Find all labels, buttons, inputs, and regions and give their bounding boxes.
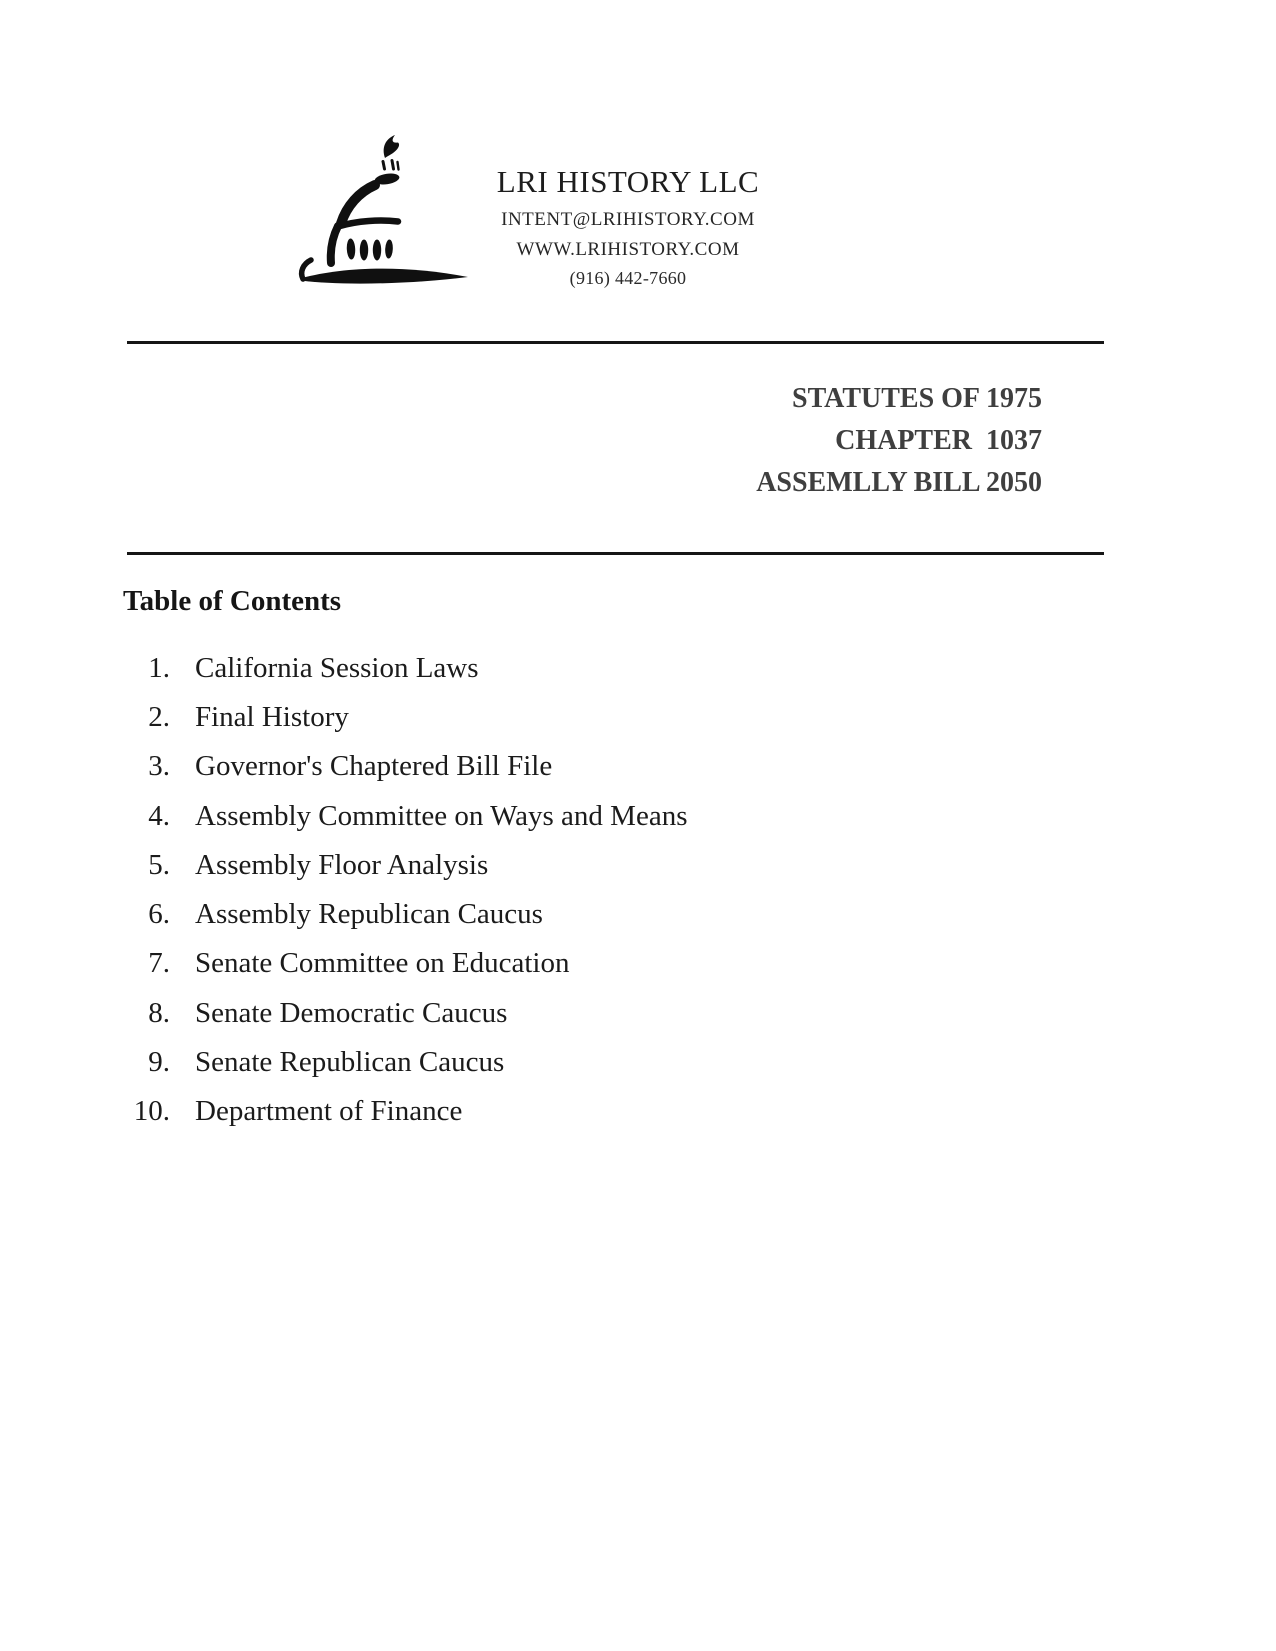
company-phone: (916) 442-7660	[569, 268, 687, 288]
divider-top	[127, 341, 1104, 344]
divider-bottom	[127, 552, 1104, 555]
toc-item-label: Senate Committee on Education	[195, 947, 570, 979]
toc-item-label: Assembly Floor Analysis	[195, 849, 489, 881]
toc-item-label: California Session Laws	[195, 652, 479, 684]
toc-item-label: Assembly Republican Caucus	[195, 898, 543, 930]
toc-item-label: Senate Republican Caucus	[195, 1046, 505, 1078]
toc-item	[100, 650, 479, 686]
company-website: WWW.LRIHISTORY.COM	[516, 239, 740, 260]
toc-item	[100, 798, 688, 834]
toc-item	[100, 699, 349, 735]
chapter-line: CHAPTER 1037	[835, 425, 1042, 456]
toc-item-number: 10.	[133, 1095, 170, 1127]
company-email: INTENT@LRIHISTORY.COM	[501, 209, 755, 230]
toc-item-label: Final History	[195, 701, 349, 733]
toc-item	[100, 945, 570, 981]
toc-item-number: 3.	[148, 750, 170, 782]
toc-item	[100, 1093, 462, 1129]
toc-item	[100, 896, 543, 932]
bill-line: ASSEMLLY BILL 2050	[756, 467, 1042, 498]
statutes-line: STATUTES OF 1975	[792, 383, 1042, 414]
toc-heading: Table of Contents	[123, 585, 342, 617]
toc-item-number: 6.	[148, 898, 170, 930]
toc-item-number: 5.	[148, 849, 170, 881]
company-name: LRI HISTORY LLC	[496, 164, 760, 199]
toc-item	[100, 995, 507, 1031]
toc-item-number: 9.	[148, 1046, 170, 1078]
toc-item-number: 7.	[148, 947, 170, 979]
toc-item-number: 4.	[148, 800, 170, 832]
toc-item-label: Governor's Chaptered Bill File	[195, 750, 553, 782]
toc-item-number: 2.	[148, 701, 170, 733]
toc-item-number: 8.	[148, 997, 170, 1029]
statute-reference-block	[542, 378, 1042, 504]
toc-item-label: Department of Finance	[195, 1095, 463, 1127]
toc-item-label: Senate Democratic Caucus	[195, 997, 508, 1029]
toc-item	[100, 847, 488, 883]
toc-item-label: Assembly Committee on Ways and Means	[195, 800, 688, 832]
toc-item-number: 1.	[148, 652, 170, 684]
toc-item	[100, 1044, 504, 1080]
toc-item	[100, 748, 552, 784]
